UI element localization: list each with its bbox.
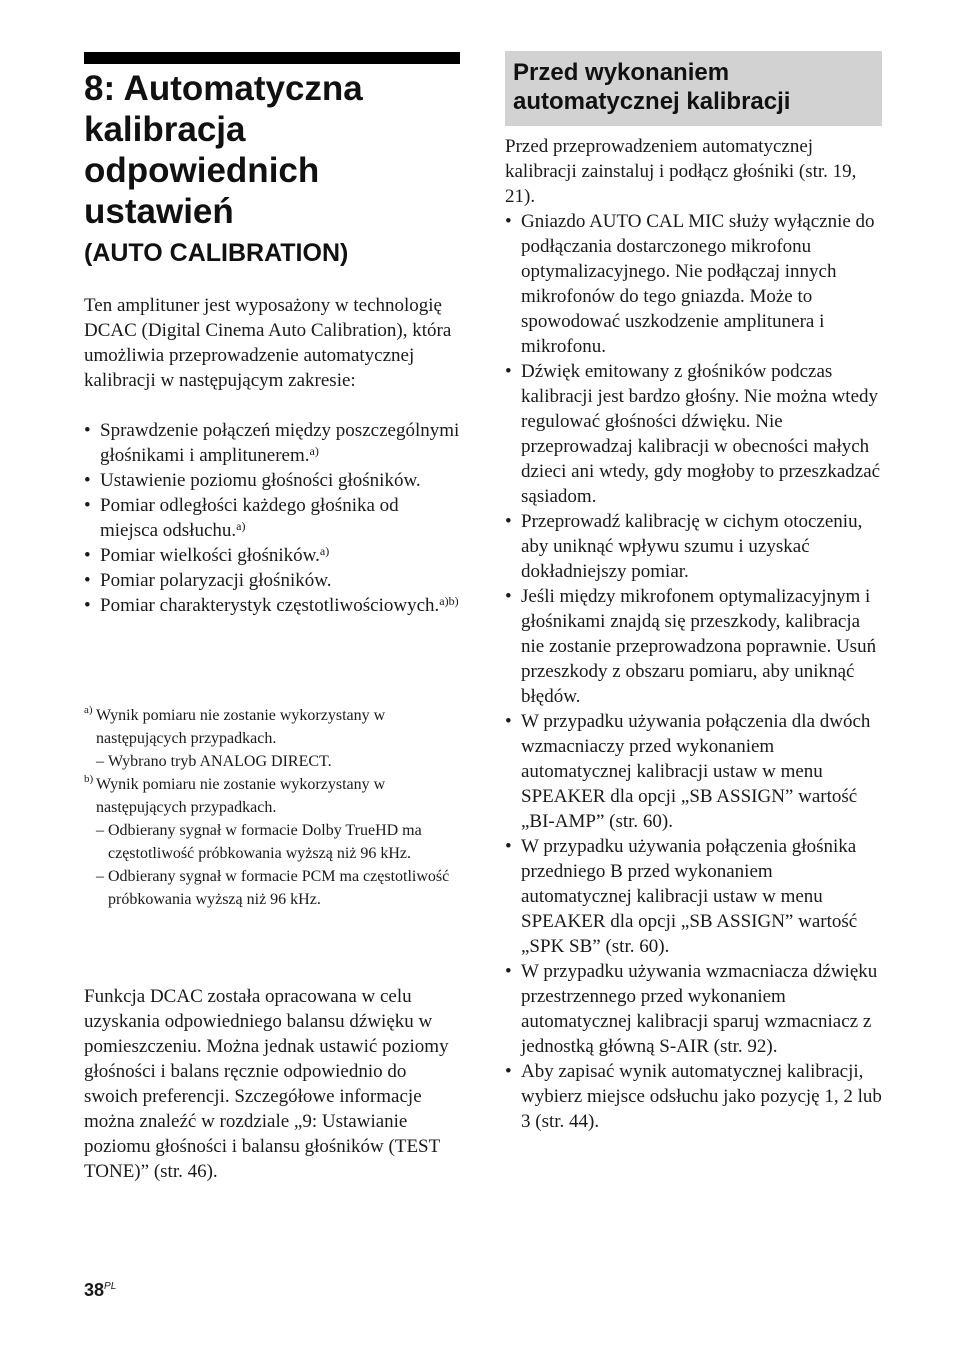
footnote-subitem: – Odbierany sygnał w formacie Dolby TrueHD ma częstotliwość próbkowania wyższą niż 96 kHz.: [96, 822, 422, 862]
feature-list: [84, 418, 460, 618]
precautions-list: [505, 209, 882, 1134]
list-item: • Jeśli między mikrofonem optymalizacyjnym i głośnikami znajdą się przeszkody, kalibracja nie zostanie przeprowadzona poprawnie. Usuń przeszkody z obszaru pomiaru, aby uniknąć błędów.: [505, 584, 882, 709]
list-item: • Pomiar charakterystyk częstotliwościowych.$^{a)b)}$: [84, 593, 460, 618]
list-item: • Ustawienie poziomu głośności głośników.: [84, 468, 460, 493]
list-item: • Pomiar polaryzacji głośników.: [84, 568, 460, 593]
footnote-subitem: – Odbierany sygnał w formacie PCM ma częstotliwość próbkowania wyższą niż 96 kHz.: [96, 868, 450, 908]
list-item: • Pomiar wielkości głośników.$^{a)}$: [84, 543, 460, 568]
subsection-intro: Przed przeprowadzeniem automatycznej kalibracji zainstaluj i podłącz głośniki (str. 19, 21).: [505, 136, 857, 207]
list-item: • Pomiar odległości każdego głośnika od miejsca odsłuchu.$^{a)}$: [84, 493, 460, 543]
list-item: • Dźwięk emitowany z głośników podczas kalibracji jest bardzo głośny. Nie można wtedy regulować głośności dźwięku. Nie przeprowadzaj kalibracji w obecności małych dzieci ani wtedy, gdy mogłoby to przeszkadzać sąsiadom.: [505, 359, 882, 509]
list-item: • W przypadku używania połączenia dla dwóch wzmacniaczy przed wykonaniem automatycznej kalibracji ustaw w menu SPEAKER dla opcji „SB ASSIGN” wartość „BI-AMP” (str. 60).: [505, 709, 882, 834]
footnote-b: b) Wynik pomiaru nie zostanie wykorzystany w następujących przypadkach.: [84, 773, 386, 816]
footnote-subitem: – Wybrano tryb ANALOG DIRECT.: [96, 753, 332, 770]
list-item: • W przypadku używania połączenia głośnika przedniego B przed wykonaniem automatycznej kalibracji ustaw w menu SPEAKER dla opcji „SB ASSIGN” wartość „SPK SB” (str. 60).: [505, 834, 882, 959]
subsection-heading: Przed wykonaniem automatycznej kalibracji: [513, 59, 791, 115]
list-item: • Gniazdo AUTO CAL MIC służy wyłącznie do podłączania dostarczonego mikrofonu optymalizacyjnego. Nie podłączaj innych mikrofonów do tego gniazda. Może to spowodować uszkodzenie amplitunera i mikrofonu.: [505, 209, 882, 359]
closing-paragraph: Funkcja DCAC została opracowana w celu uzyskania odpowiedniego balansu dźwięku w pomieszczeniu. Można jednak ustawić poziomy głośności i balans ręcznie odpowiednio do swoich preferencji. Szczegółowe informacje można znaleźć w rozdziale „9: Ustawianie poziomu głośności i balansu głośników (TEST TONE)” (str. 46).: [84, 986, 449, 1182]
list-item: • Aby zapisać wynik automatycznej kalibracji, wybierz miejsce odsłuchu jako pozycję 1, 2 lub 3 (str. 44).: [505, 1059, 882, 1134]
footnote-a: a) Wynik pomiaru nie zostanie wykorzystany w następujących przypadkach.: [84, 704, 386, 747]
subsection-heading-box: [505, 51, 882, 126]
section-title: 8: Automatyczna kalibracja odpowiednich ustawień: [84, 69, 363, 231]
page-number: $38^{PL}$: [84, 1280, 117, 1300]
footnotes: [84, 704, 460, 911]
section-subtitle: (AUTO CALIBRATION): [84, 239, 349, 267]
section-rule: [84, 52, 460, 64]
list-item: • W przypadku używania wzmacniacza dźwięku przestrzennego przed wykonaniem automatycznej kalibracji sparuj wzmacniacz z jednostką główną S-AIR (str. 92).: [505, 959, 882, 1059]
list-item: • Przeprowadź kalibrację w cichym otoczeniu, aby uniknąć wpływu szumu i uzyskać dokładniejszy pomiar.: [505, 509, 882, 584]
intro-paragraph: Ten amplituner jest wyposażony w technologię DCAC (Digital Cinema Auto Calibration), która umożliwia przeprowadzenie automatycznej kalibracji w następującym zakresie:: [84, 295, 452, 391]
list-item: • Sprawdzenie połączeń między poszczególnymi głośnikami i amplitunerem.$^{a)}$: [84, 418, 460, 468]
